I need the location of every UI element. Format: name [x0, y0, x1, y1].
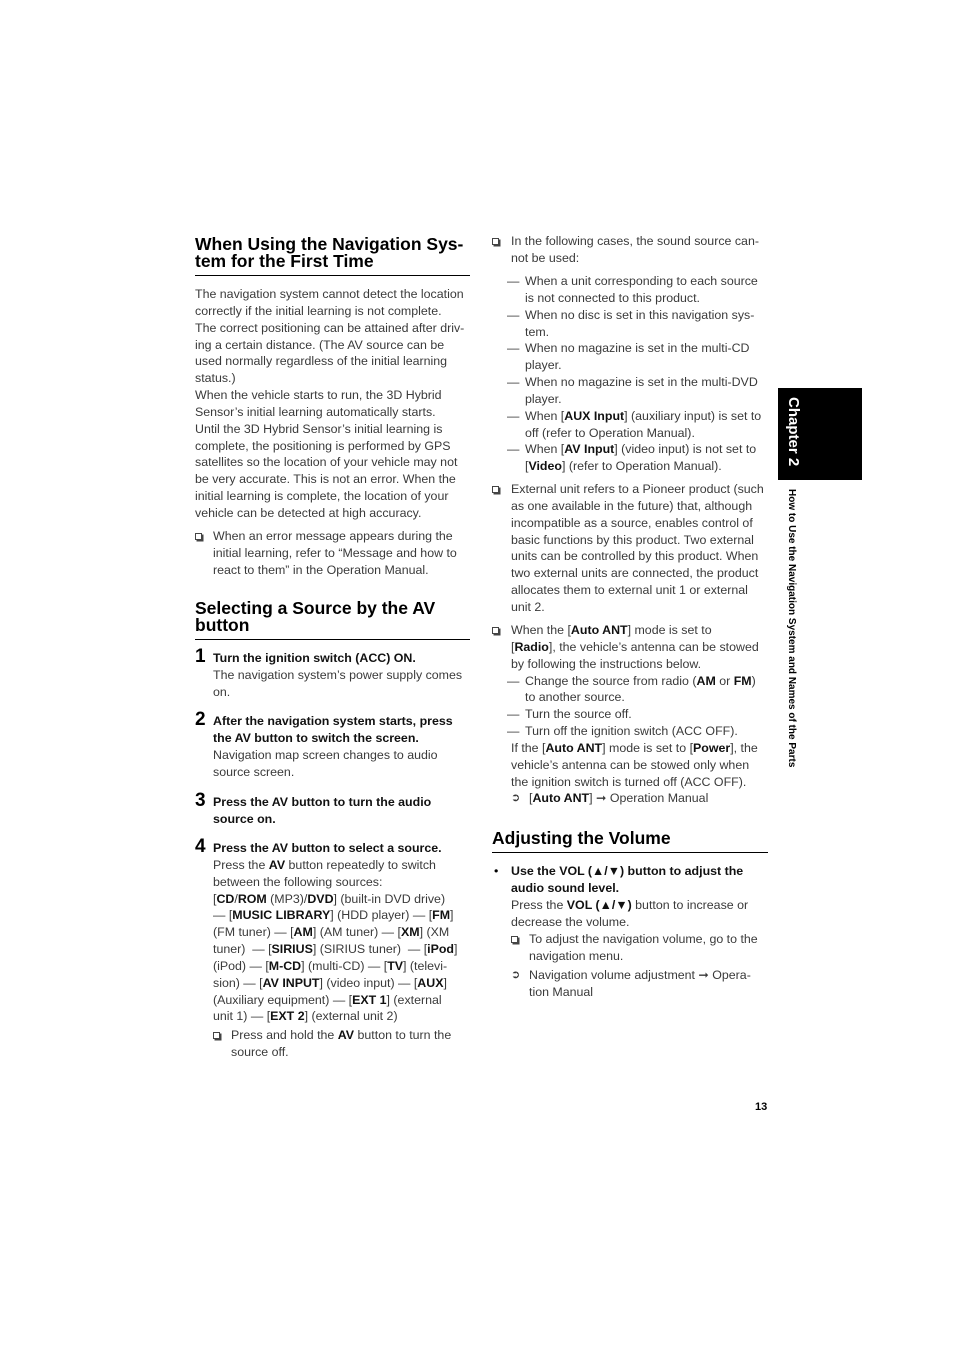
bold-term: Auto ANT — [570, 623, 628, 637]
bold-term: DVD — [307, 891, 334, 906]
antenna-steps-list — [507, 673, 759, 740]
heading-line: When Using the Navigation Sys- — [195, 233, 464, 254]
step-number: 4 — [195, 836, 206, 857]
list-item — [507, 307, 761, 341]
text-line: on. — [213, 684, 231, 699]
text-line: Turn the source off. — [525, 707, 632, 722]
text-line: Press the AV button to select a source. — [213, 841, 442, 855]
unusable-cases-list — [507, 273, 761, 475]
bold-term: Video — [528, 459, 562, 474]
text-line: When the vehicle starts to run, the 3D Hybrid — [195, 388, 442, 403]
text-line: Turn the ignition switch (ACC) ON. — [213, 651, 416, 665]
text-line: as one available in the future) that, although — [511, 498, 753, 513]
list-item-text — [507, 706, 759, 723]
note-auto-ant — [492, 622, 759, 807]
text-line: Press and hold the AV button to turn the — [231, 1028, 452, 1042]
text-line: between the following sources: — [213, 874, 383, 889]
text-line: navigation menu. — [529, 949, 624, 964]
note-sound-source — [492, 233, 759, 267]
list-item-text — [507, 340, 761, 374]
volume-instruction-block — [492, 863, 782, 1001]
text-line: allocates them to external unit 1 or external — [511, 583, 748, 598]
text-line: (Auxiliary equipment) — [EXT 1] (external — [213, 992, 442, 1007]
note-text — [492, 481, 764, 616]
text-line: Until the 3D Hybrid Sensor’s initial learning is — [195, 421, 443, 436]
text-line: To adjust the navigation volume, go to the — [529, 932, 758, 947]
heading-first-time — [195, 233, 485, 271]
step-2 — [195, 709, 453, 780]
heading-line: Selecting a Source by the AV — [195, 597, 436, 618]
dash-marker: — — [507, 442, 520, 457]
step-instruction — [213, 650, 462, 667]
text-line: the AV button to switch the screen. — [213, 730, 419, 745]
text-line: — [MUSIC LIBRARY] (HDD player) — [FM] — [213, 908, 454, 923]
note-box-icon — [213, 1032, 220, 1039]
text-line: The correct positioning can be attained after driv- — [195, 320, 465, 335]
text-line: two external units are connected, the product — [511, 566, 759, 581]
bold-term: AM — [696, 673, 716, 688]
text-line: sion) — [AV INPUT] (video input) — [AUX] — [213, 975, 447, 990]
text-line: player. — [525, 358, 562, 373]
heading-select-source — [195, 597, 485, 635]
heading-line: button — [195, 614, 250, 635]
bold-term: Radio — [514, 639, 549, 654]
chapter-tab — [778, 388, 862, 480]
text-line: When the [Auto ANT] mode is set to — [511, 623, 712, 637]
bold-term: AV Input — [564, 442, 615, 457]
text-line: basic functions by this product. Two external — [511, 532, 754, 547]
text-line: player. — [525, 391, 562, 406]
note-text — [511, 931, 782, 965]
step-3 — [195, 790, 432, 828]
heading-line: tem for the First Time — [195, 250, 374, 271]
reference-arrow-icon: ➲ — [511, 791, 521, 805]
text-line: source screen. — [213, 764, 295, 779]
text-line: Press the VOL (▲/▼) button to increase or — [511, 897, 749, 912]
list-item — [507, 273, 761, 307]
list-item-text — [507, 441, 761, 475]
list-item — [507, 374, 761, 408]
text-line: [Radio], the vehicle’s antenna can be stowed — [511, 639, 759, 654]
step-instruction — [213, 713, 453, 747]
bold-term: M-CD — [268, 958, 302, 973]
text-line: unit 1) — [EXT 2] (external unit 2) — [213, 1009, 398, 1024]
bold-term: FM — [432, 908, 451, 923]
dash-marker: — — [507, 341, 520, 356]
note-box-icon — [511, 936, 518, 943]
step-detail — [213, 747, 453, 781]
text-line: ing a certain distance. (The AV source can be — [195, 337, 445, 352]
note-box-icon — [492, 486, 499, 493]
text-line: unit 2. — [511, 599, 545, 614]
note-box-icon — [195, 533, 202, 540]
note-text — [213, 1027, 451, 1061]
list-item-text — [507, 673, 759, 707]
text-line: not be used: — [511, 250, 580, 265]
text-line: [CD/ROM (MP3)/DVD] (built-in DVD drive) — [213, 891, 446, 906]
text-line: (iPod) — [M-CD] (multi-CD) — [TV] (televi- — [213, 958, 448, 973]
page-number: 13 — [755, 1101, 768, 1113]
heading-rule — [195, 639, 470, 640]
list-item — [507, 706, 759, 723]
bold-term: Auto ANT — [545, 740, 603, 755]
bold-term: iPod — [427, 942, 454, 957]
text-line: In the following cases, the sound source can- — [511, 234, 759, 248]
dash-marker: — — [507, 274, 520, 288]
text-line: off (refer to Operation Manual). — [525, 425, 695, 440]
reference-arrow-icon: ➲ — [511, 968, 521, 982]
text-line: the ignition switch is turned off (ACC OFF). — [511, 774, 747, 789]
text-line: Press the AV button to turn the audio — [213, 795, 432, 809]
text-line: When [AV Input] (video input) is not set to — [525, 442, 757, 457]
text-line: be very accurate. This is not an error. When the — [195, 472, 456, 487]
text-line: Change the source from radio (AM or FM) — [525, 673, 756, 688]
bold-term: FM — [733, 673, 752, 688]
chapter-label: Chapter 2 — [785, 397, 802, 467]
list-item-text — [507, 307, 761, 341]
step-4 — [195, 836, 458, 1025]
text-line: audio sound level. — [511, 880, 620, 895]
volume-instruction — [511, 863, 782, 897]
bold-term: Power — [693, 740, 731, 755]
step-number: 1 — [195, 646, 206, 667]
first-time-body — [195, 286, 464, 522]
bold-term: EXT 2 — [270, 1009, 305, 1024]
text-line: tion Manual — [529, 984, 594, 999]
note-press-and-hold — [213, 1027, 451, 1061]
bold-term: MUSIC LIBRARY — [232, 908, 331, 923]
bold-term: TV — [387, 958, 404, 973]
text-line: initial learning is complete, the location of your — [195, 489, 449, 504]
bold-term: AUX — [417, 975, 444, 990]
text-line: [Video] (refer to Operation Manual). — [525, 459, 722, 474]
text-line: is not connected to this product. — [525, 290, 700, 305]
text-line: If the [Auto ANT] mode is set to [Power], the — [511, 740, 758, 755]
text-line: When no magazine is set in the multi-CD — [525, 341, 750, 356]
bold-term: CD — [216, 891, 235, 906]
text-line: Navigation volume adjustment ➞ Opera- — [529, 968, 751, 983]
list-item-text — [507, 723, 759, 740]
text-line: The navigation system cannot detect the location — [195, 287, 464, 301]
list-item-text — [507, 374, 761, 408]
text-line: Use the VOL (▲/▼) button to adjust the — [511, 864, 744, 878]
text-line: When no disc is set in this navigation sys- — [525, 307, 755, 322]
text-line: vehicle’s antenna can be stowed only when — [511, 757, 750, 772]
text-line: units can be controlled by this product. When — [511, 549, 759, 564]
list-item — [507, 340, 761, 374]
text-line: External unit refers to a Pioneer product (such — [511, 482, 764, 496]
list-item — [507, 723, 759, 740]
dash-marker: — — [507, 408, 520, 423]
dash-marker: — — [507, 375, 520, 390]
bullet-marker: • — [494, 864, 499, 878]
text-line: incompatible as a source, enables control of — [511, 515, 753, 530]
text-line: Navigation map screen changes to audio — [213, 747, 438, 762]
text-line: complete, the positioning is performed by GPS — [195, 438, 451, 453]
text-line: After the navigation system starts, press — [213, 714, 453, 728]
heading-rule — [492, 852, 768, 853]
step-instruction — [213, 794, 431, 828]
list-item — [507, 673, 759, 707]
bold-term: AV INPUT — [262, 975, 320, 990]
text-line: When no magazine is set in the multi-DVD — [525, 375, 758, 390]
bold-term: EXT 1 — [352, 992, 387, 1007]
text-line: (FM tuner) — [AM] (AM tuner) — [XM] (XM — [213, 925, 450, 940]
bullet-item — [492, 863, 782, 1001]
text-line: Press the AV button repeatedly to switch — [213, 857, 436, 872]
step-instruction — [213, 840, 457, 857]
note-box-icon — [492, 627, 499, 634]
bold-term: AUX Input — [564, 408, 625, 423]
step-number: 3 — [195, 790, 206, 811]
step-detail — [213, 857, 457, 1025]
step-number: 2 — [195, 709, 206, 730]
dash-marker: — — [507, 724, 520, 739]
bold-term: XM — [400, 925, 420, 940]
bold-term: ROM — [237, 891, 267, 906]
note-box-icon — [492, 238, 499, 245]
note-text — [195, 528, 457, 579]
text-line: react to them” in the Operation Manual. — [213, 562, 429, 577]
text-line: When a unit corresponding to each source — [525, 274, 758, 288]
text-line: When [AUX Input] (auxiliary input) is set to — [525, 408, 762, 423]
dash-marker: — — [507, 673, 520, 688]
bold-term: AM — [293, 925, 313, 940]
text-line: vehicle can be detected at high accuracy. — [195, 505, 422, 520]
bold-term: SIRIUS — [271, 942, 313, 957]
text-line: The navigation system’s power supply comes — [213, 667, 463, 682]
note-error-message — [195, 528, 457, 579]
text-line: When an error message appears during the — [213, 529, 453, 543]
text-line: used normally regardless of the initial learning — [195, 354, 448, 369]
note-text — [492, 233, 759, 267]
note-followup-text — [511, 740, 759, 791]
text-line: Sensor’s initial learning automatically starts. — [195, 404, 436, 419]
text-line: Turn off the ignition switch (ACC OFF). — [525, 724, 738, 739]
list-item — [507, 441, 761, 475]
text-line: satellites so the location of your vehicle may not — [195, 455, 458, 470]
text-line: source on. — [213, 811, 276, 826]
bold-term: AV — [337, 1028, 355, 1042]
step-detail — [213, 667, 462, 701]
volume-detail — [511, 897, 782, 931]
dash-marker: — — [507, 307, 520, 322]
step-1 — [195, 646, 463, 701]
cross-reference — [511, 967, 782, 1001]
list-item-text — [507, 273, 761, 307]
chapter-section-title: How to Use the Navigation System and Names of the Parts — [786, 489, 797, 768]
bold-term: AV — [268, 857, 286, 872]
note-text — [511, 622, 759, 673]
text-line: decrease the volume. — [511, 914, 630, 929]
text-line: tuner) — [SIRIUS] (SIRIUS tuner) — [iPod] — [213, 942, 458, 957]
text-line: to another source. — [525, 690, 625, 705]
note-external-unit — [492, 481, 764, 616]
reference-text — [511, 790, 759, 807]
list-item-text — [507, 408, 761, 442]
bold-term: VOL (▲/▼) — [566, 897, 632, 912]
text-line: source off. — [231, 1044, 289, 1059]
reference-text — [511, 967, 782, 1001]
bold-term: Auto ANT — [532, 791, 590, 806]
text-line: status.) — [195, 371, 236, 386]
dash-marker: — — [507, 707, 520, 722]
heading-rule — [195, 275, 470, 276]
heading-adjusting-volume — [492, 827, 772, 848]
note-navigation-volume — [511, 931, 782, 965]
heading-line: Adjusting the Volume — [492, 827, 671, 848]
text-line: by following the instructions below. — [511, 656, 702, 671]
text-line: initial learning, refer to “Message and how to — [213, 545, 457, 560]
list-item — [507, 408, 761, 442]
text-line: [Auto ANT] ➞ Operation Manual — [529, 791, 709, 806]
text-line: correctly if the initial learning is not complete. — [195, 303, 442, 318]
cross-reference — [511, 790, 759, 807]
text-line: tem. — [525, 324, 550, 339]
